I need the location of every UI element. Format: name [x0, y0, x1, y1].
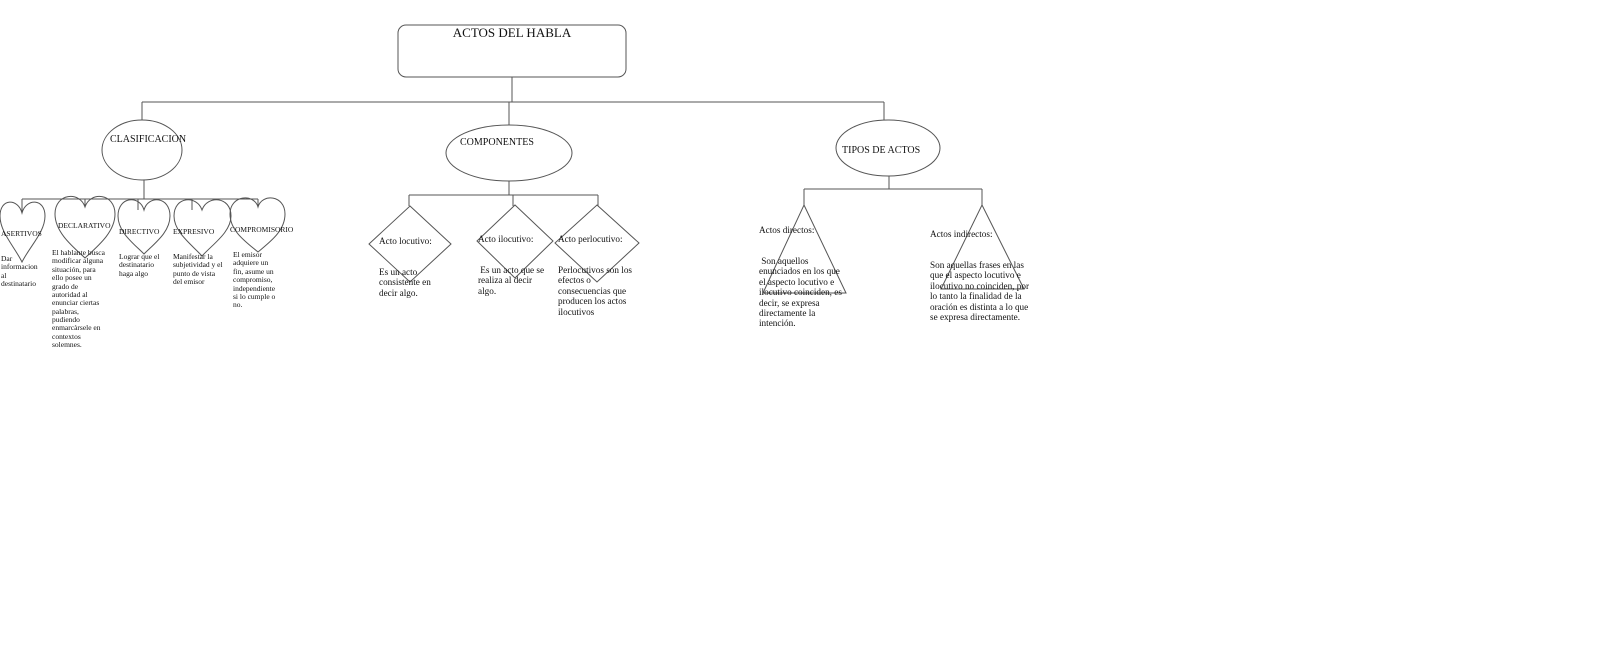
componentes-ellipse: [446, 125, 572, 181]
componentes-label: COMPONENTES: [460, 137, 534, 148]
tipos-label: TIPOS DE ACTOS: [842, 145, 921, 156]
perlocutivo-title: Acto perlocutivo:: [558, 233, 623, 244]
directos-text: Son aquellos enunciados en los que el aspecto locutivo e ilocutivo coinciden, es decir, se expresa directamente la intención.: [759, 255, 842, 329]
ilocutivo-node: [478, 213, 556, 307]
indirectos-text: Son aquellas frases en las que el aspecto locutivo e ilocutivo no coinciden, por lo tanto la finalidad de la oración es distinta a lo que se expresa directamente.: [930, 259, 1029, 322]
perlocutivo-text: Perlocutivos son los efectos o consecuencias que producen los actos ilocutivos: [558, 264, 633, 317]
directivo-node: [119, 211, 173, 287]
clasificacion-ellipse: [102, 120, 182, 180]
indirectos-title: Actos indirectos:: [930, 228, 993, 239]
directivo-title: DIRECTIVO: [119, 226, 160, 236]
expresivo-text: Manifestar la subjetividad y el punto de vista del emisor: [173, 251, 223, 287]
compromisorio-node: [230, 209, 294, 318]
locutivo-text: Es un acto consistente en decir algo.: [379, 266, 431, 298]
directos-node: [759, 204, 855, 339]
declarativo-text: El hablante busca modificar alguna situación, para ello posee un grado de autoridad al enunciar ciertas palabras, pudiendo enmarcàrsele en contextos solemnes.: [52, 247, 105, 350]
perlocutivo-node: [558, 213, 642, 327]
asertivos-node: [1, 213, 47, 297]
directivo-text: Lograr que el destinatario haga algo: [119, 251, 160, 278]
ilocutivo-title: Acto ilocutivo:: [478, 233, 534, 244]
locutivo-node: [379, 215, 449, 309]
expresivo-node: [173, 211, 235, 295]
asertivos-text: Dar informacion al destinatario: [1, 253, 38, 289]
compromisorio-text: El emisor adquiere un fin, asume un compromiso, independiente si lo cumple o no.: [233, 249, 276, 310]
expresivo-title: EXPRESIVO: [173, 226, 215, 236]
ilocutivo-text: Es un acto que se realiza al decir algo.: [478, 264, 545, 296]
indirectos-node: [930, 208, 1042, 333]
asertivos-title: ASERTIVOS: [1, 228, 42, 238]
directos-title: Actos directos:: [759, 224, 815, 235]
clasificacion-label: CLASIFICACION: [110, 134, 187, 145]
page-title: ACTOS DEL HABLA: [452, 25, 572, 40]
compromisorio-title: COMPROMISORIO: [230, 224, 294, 234]
declarativo-node: [52, 205, 114, 358]
declarativo-title: DECLARATIVO: [58, 220, 111, 230]
locutivo-title: Acto locutivo:: [379, 235, 432, 246]
